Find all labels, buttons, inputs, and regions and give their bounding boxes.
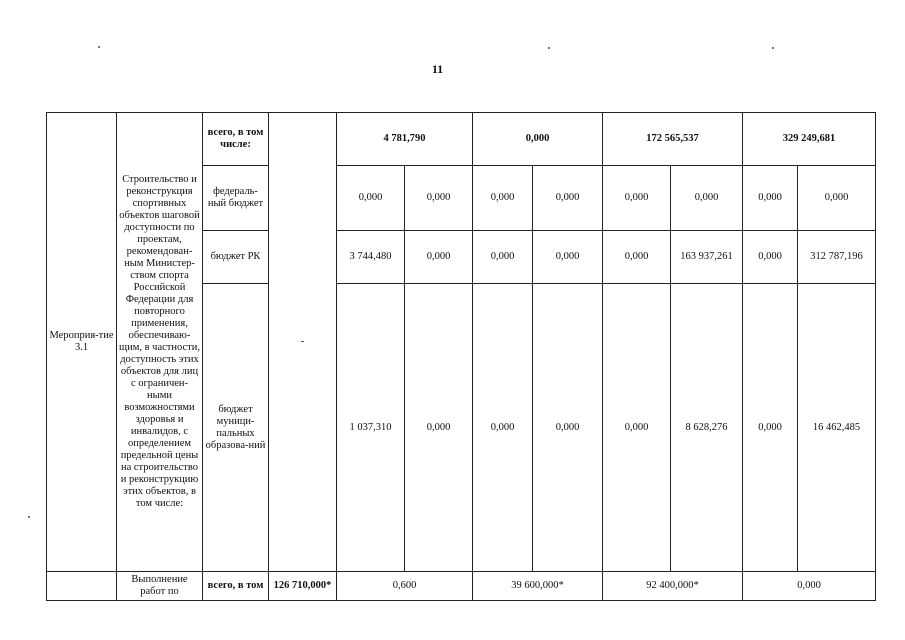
- federal-cell: 0,000: [533, 166, 603, 231]
- rk-cell: 0,000: [743, 231, 798, 284]
- municipal-cell: 1 037,310: [337, 284, 405, 572]
- federal-cell: 0,000: [671, 166, 743, 231]
- municipal-cell: 0,000: [473, 284, 533, 572]
- total-cell-4: 329 249,681: [743, 113, 876, 166]
- rk-cell: 0,000: [473, 231, 533, 284]
- federal-cell: 0,000: [743, 166, 798, 231]
- next-source-total: всего, в том: [203, 572, 269, 601]
- rk-cell: 3 744,480: [337, 231, 405, 284]
- event-label: Мероприя-тие 3.1: [47, 113, 117, 572]
- table-row-next: [47, 572, 876, 601]
- scan-speck: [772, 47, 774, 49]
- scan-speck: [548, 47, 550, 49]
- federal-cell: 0,000: [603, 166, 671, 231]
- limit-dash: -: [269, 113, 337, 572]
- event-name: Строительство и реконструкция спортивных объектов шаговой доступности по проектам, рекомендован-ным Министер-ством спорта Российской Федерации для повторного применения, обеспечиваю-щим, в частности, доступность этих объектов для лиц с ограничен-ными возможностями здоровья и инвалидов, с определением предельной цены на строительство и реконструкцию этих объектов, в том числе:: [117, 113, 203, 572]
- table-row-total: [47, 113, 876, 166]
- municipal-cell: 0,000: [405, 284, 473, 572]
- budget-table: [46, 112, 876, 601]
- municipal-cell: 0,000: [743, 284, 798, 572]
- rk-cell: 0,000: [603, 231, 671, 284]
- source-federal: федераль-ный бюджет: [203, 166, 269, 231]
- total-cell-3: 172 565,537: [603, 113, 743, 166]
- next-value: 39 600,000*: [473, 572, 603, 601]
- source-municipal: бюджет муници-пальных образова-ний: [203, 284, 269, 572]
- federal-cell: 0,000: [337, 166, 405, 231]
- municipal-cell: 16 462,485: [798, 284, 876, 572]
- federal-cell: 0,000: [473, 166, 533, 231]
- total-cell-2: 0,000: [473, 113, 603, 166]
- scan-speck: [98, 46, 100, 48]
- municipal-cell: 0,000: [533, 284, 603, 572]
- rk-cell: 0,000: [405, 231, 473, 284]
- scan-speck: [28, 516, 30, 518]
- page-number: 11: [431, 62, 444, 76]
- next-limit: 126 710,000*: [269, 572, 337, 601]
- rk-cell: 312 787,196: [798, 231, 876, 284]
- federal-cell: 0,000: [405, 166, 473, 231]
- next-value: 92 400,000*: [603, 572, 743, 601]
- source-rk: бюджет РК: [203, 231, 269, 284]
- municipal-cell: 8 628,276: [671, 284, 743, 572]
- next-event-name: Выполнение работ по: [117, 572, 203, 601]
- total-cell-1: 4 781,790: [337, 113, 473, 166]
- next-value: 0,600: [337, 572, 473, 601]
- source-total: всего, в том числе:: [203, 113, 269, 166]
- rk-cell: 163 937,261: [671, 231, 743, 284]
- rk-cell: 0,000: [533, 231, 603, 284]
- municipal-cell: 0,000: [603, 284, 671, 572]
- next-event-label: [47, 572, 117, 601]
- next-value: 0,000: [743, 572, 876, 601]
- federal-cell: 0,000: [798, 166, 876, 231]
